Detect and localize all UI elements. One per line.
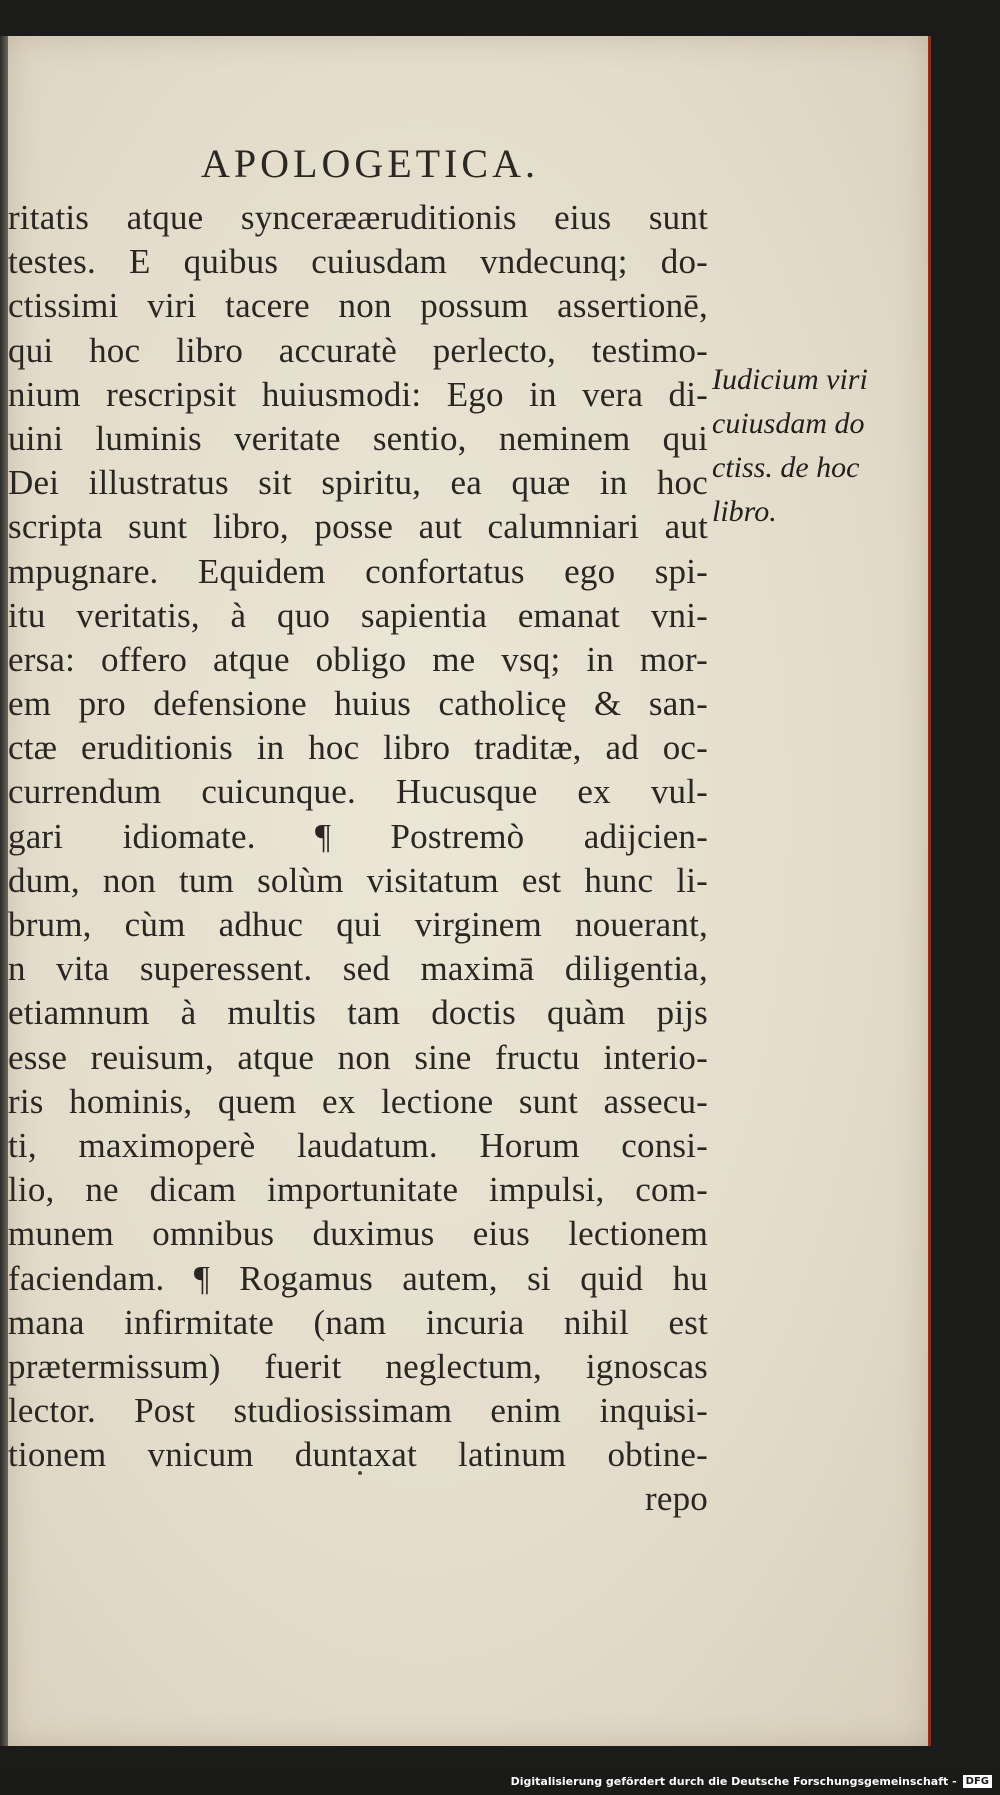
text-line: faciendam. ¶ Rogamus autem, si quid hu [8,1258,708,1298]
text-line: tionem vnicum duntaxat latinum obtine- [8,1435,708,1475]
text-line: dum, non tum solùm visitatum est hunc li- [8,860,708,900]
text-line: gari idiomate. ¶ Postremò adijcien- [8,816,708,856]
text-line: ctissimi viri tacere non possum assertionē, [8,286,708,326]
text-line: qui hoc libro accuratè perlecto, testimo- [8,330,708,370]
text-line: uini luminis veritate sentio, neminem qui [8,418,708,458]
running-head: APOLOGETICA. [201,141,539,186]
text-line: em pro defensione huius catholicę & san- [8,684,708,724]
marginal-note-line: ctiss. de hoc [712,451,860,484]
text-line: munem omnibus duximus eius lectionem [8,1214,708,1254]
marginal-note-line: libro. [712,495,777,528]
body-text [8,196,708,1522]
footer-credit [511,1771,992,1791]
dfg-logo: DFG [963,1775,992,1788]
text-line: mana infirmitate (nam incuria nihil est [8,1302,708,1342]
text-line: lio, ne dicam importunitate impulsi, com- [8,1170,708,1210]
text-line: prætermissum) fuerit neglectum, ignoscas [8,1346,708,1386]
marginal-note [712,358,912,534]
text-line: scripta sunt libro, posse aut calumniari aut [8,507,708,547]
text-line: nium rescripsit huiusmodi: Ego in vera di- [8,374,708,414]
footer-text: Digitalisierung gefördert durch die Deutsche Forschungsgemeinschaft - [510,1774,957,1788]
text-line: ersa: offero atque obligo me vsq; in mor- [8,639,708,679]
text-line: ctæ eruditionis in hoc libro traditæ, ad oc- [8,728,708,768]
text-line: Dei illustratus sit spiritu, ea quæ in hoc [8,463,708,503]
text-line: etiamnum à multis tam doctis quàm pijs [8,993,708,1033]
facing-page-edge [0,36,8,1746]
text-line: brum, cùm adhuc qui virginem nouerant, [8,905,708,944]
text-line: currendum cuicunque. Hucusque ex vul- [8,772,708,812]
text-line: testes. E quibus cuiusdam vndecunq; do- [8,242,708,282]
text-line: ritatis atque syncerææruditionis eius sunt [8,198,708,237]
text-line: mpugnare. Equidem confortatus ego spi- [8,551,708,591]
text-line: itu veritatis, à quo sapientia emanat vni- [8,595,708,635]
marginal-note-line: Iudicium viri [712,363,868,396]
catchword: repo [645,1479,708,1519]
text-line: esse reuisum, atque non sine fructu interio- [8,1037,708,1077]
text-line: n vita superessent. sed maximā diligentia, [8,949,708,989]
text-line: ti, maximoperè laudatum. Horum consi- [8,1125,708,1165]
text-line: lector. Post studiosissimam enim inquisi- [8,1391,708,1431]
text-line: ris hominis, quem ex lectione sunt assecu- [8,1081,708,1121]
marginal-note-line: cuiusdam do [712,407,865,440]
